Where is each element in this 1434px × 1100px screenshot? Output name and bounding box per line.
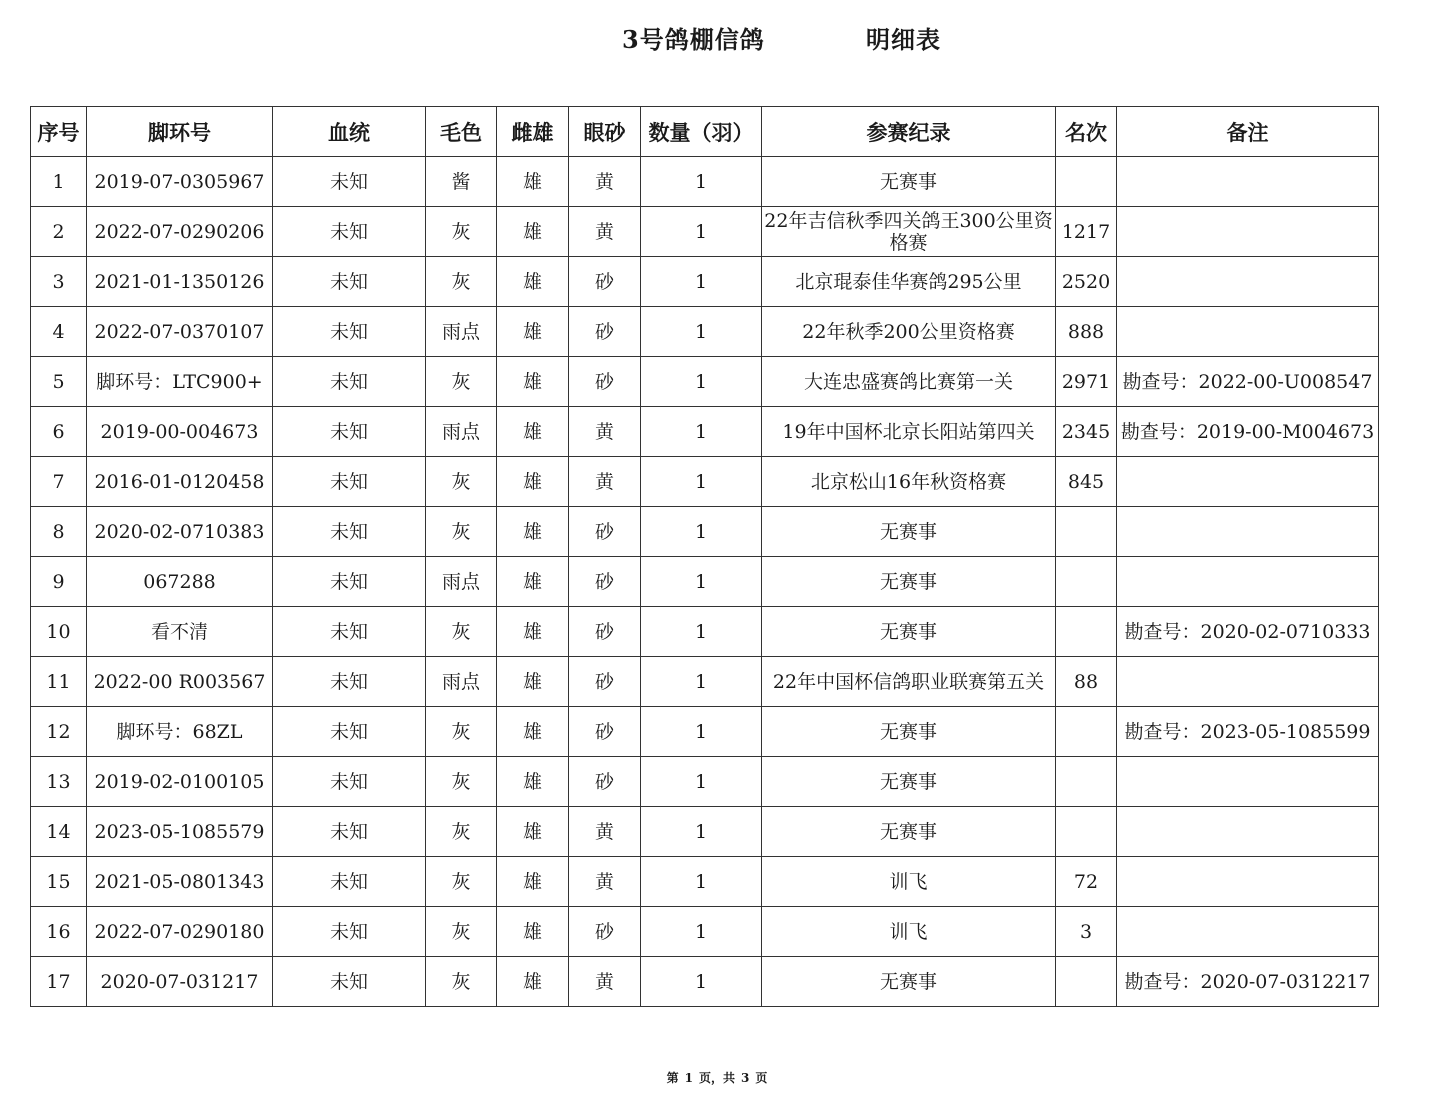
cell-eye: 砂 [569, 357, 641, 407]
table-row [31, 507, 1379, 557]
cell-quantity: 1 [641, 257, 762, 307]
cell-race-record: 22年秋季200公里资格赛 [762, 307, 1056, 357]
cell-quantity: 1 [641, 607, 762, 657]
cell-race-record: 无赛事 [762, 607, 1056, 657]
cell-sex: 雄 [497, 657, 569, 707]
cell-bloodline: 未知 [273, 857, 426, 907]
table-row [31, 157, 1379, 207]
cell-eye: 黄 [569, 407, 641, 457]
cell-quantity: 1 [641, 357, 762, 407]
cell-eye: 黄 [569, 457, 641, 507]
header-index: 序号 [31, 107, 87, 157]
cell-sex: 雄 [497, 507, 569, 557]
cell-eye: 砂 [569, 607, 641, 657]
cell-rank [1056, 557, 1117, 607]
cell-quantity: 1 [641, 857, 762, 907]
cell-bloodline: 未知 [273, 507, 426, 557]
cell-color: 酱 [426, 157, 497, 207]
cell-color: 灰 [426, 857, 497, 907]
cell-index: 6 [31, 407, 87, 457]
cell-index: 4 [31, 307, 87, 357]
cell-quantity: 1 [641, 957, 762, 1007]
cell-color: 灰 [426, 357, 497, 407]
cell-rank: 2971 [1056, 357, 1117, 407]
cell-index: 10 [31, 607, 87, 657]
table-row [31, 257, 1379, 307]
cell-quantity: 1 [641, 507, 762, 557]
cell-color: 灰 [426, 507, 497, 557]
cell-color: 雨点 [426, 307, 497, 357]
table-row [31, 407, 1379, 457]
cell-sex: 雄 [497, 907, 569, 957]
cell-ring-number: 脚环号：LTC900+ [87, 357, 273, 407]
cell-note [1117, 207, 1379, 257]
cell-ring-number: 2016-01-0120458 [87, 457, 273, 507]
title-right: 明细表 [866, 25, 941, 54]
cell-rank: 1217 [1056, 207, 1117, 257]
cell-sex: 雄 [497, 857, 569, 907]
cell-rank: 845 [1056, 457, 1117, 507]
cell-quantity: 1 [641, 907, 762, 957]
header-race-record: 参赛纪录 [762, 107, 1056, 157]
table-row [31, 557, 1379, 607]
cell-rank [1056, 607, 1117, 657]
cell-note: 勘查号：2019-00-M004673 [1117, 407, 1379, 457]
cell-ring-number: 看不清 [87, 607, 273, 657]
cell-quantity: 1 [641, 657, 762, 707]
cell-index: 12 [31, 707, 87, 757]
cell-race-record: 无赛事 [762, 757, 1056, 807]
cell-bloodline: 未知 [273, 457, 426, 507]
document-title [0, 18, 1434, 58]
cell-sex: 雄 [497, 257, 569, 307]
cell-bloodline: 未知 [273, 257, 426, 307]
cell-sex: 雄 [497, 607, 569, 657]
cell-race-record: 22年中国杯信鸽职业联赛第五关 [762, 657, 1056, 707]
cell-quantity: 1 [641, 207, 762, 257]
cell-rank [1056, 707, 1117, 757]
cell-index: 3 [31, 257, 87, 307]
cell-race-record: 北京松山16年秋资格赛 [762, 457, 1056, 507]
cell-eye: 黄 [569, 157, 641, 207]
header-color: 毛色 [426, 107, 497, 157]
cell-bloodline: 未知 [273, 707, 426, 757]
cell-eye: 砂 [569, 757, 641, 807]
cell-ring-number: 2022-07-0290206 [87, 207, 273, 257]
header-note: 备注 [1117, 107, 1379, 157]
cell-sex: 雄 [497, 757, 569, 807]
cell-ring-number: 067288 [87, 557, 273, 607]
cell-sex: 雄 [497, 457, 569, 507]
cell-bloodline: 未知 [273, 157, 426, 207]
cell-note: 勘查号：2022-00-U008547 [1117, 357, 1379, 407]
table-row [31, 857, 1379, 907]
cell-color: 灰 [426, 257, 497, 307]
cell-race-record: 训飞 [762, 857, 1056, 907]
cell-note [1117, 557, 1379, 607]
cell-quantity: 1 [641, 407, 762, 457]
cell-index: 2 [31, 207, 87, 257]
cell-eye: 砂 [569, 507, 641, 557]
cell-sex: 雄 [497, 157, 569, 207]
cell-color: 灰 [426, 707, 497, 757]
cell-race-record: 无赛事 [762, 957, 1056, 1007]
cell-rank [1056, 157, 1117, 207]
cell-color: 灰 [426, 907, 497, 957]
cell-quantity: 1 [641, 557, 762, 607]
cell-bloodline: 未知 [273, 207, 426, 257]
header-ring-number: 脚环号 [87, 107, 273, 157]
cell-bloodline: 未知 [273, 807, 426, 857]
cell-note: 勘查号：2020-07-0312217 [1117, 957, 1379, 1007]
cell-sex: 雄 [497, 357, 569, 407]
cell-index: 8 [31, 507, 87, 557]
cell-race-record: 大连忠盛赛鸽比赛第一关 [762, 357, 1056, 407]
cell-color: 灰 [426, 757, 497, 807]
cell-index: 13 [31, 757, 87, 807]
cell-color: 雨点 [426, 557, 497, 607]
cell-quantity: 1 [641, 757, 762, 807]
page-footer [0, 1069, 1434, 1086]
cell-eye: 黄 [569, 957, 641, 1007]
cell-ring-number: 2019-07-0305967 [87, 157, 273, 207]
cell-note [1117, 157, 1379, 207]
cell-eye: 黄 [569, 207, 641, 257]
footer-prefix: 第 [666, 1071, 679, 1085]
cell-sex: 雄 [497, 957, 569, 1007]
header-bloodline: 血统 [273, 107, 426, 157]
cell-color: 灰 [426, 807, 497, 857]
table-row [31, 457, 1379, 507]
footer-suffix: 页 [755, 1071, 768, 1085]
cell-race-record: 无赛事 [762, 507, 1056, 557]
cell-index: 16 [31, 907, 87, 957]
cell-note: 勘查号：2020-02-0710333 [1117, 607, 1379, 657]
cell-quantity: 1 [641, 807, 762, 857]
cell-index: 15 [31, 857, 87, 907]
cell-rank [1056, 507, 1117, 557]
cell-rank: 88 [1056, 657, 1117, 707]
cell-ring-number: 2022-07-0290180 [87, 907, 273, 957]
cell-color: 雨点 [426, 407, 497, 457]
header-rank: 名次 [1056, 107, 1117, 157]
table-row [31, 707, 1379, 757]
cell-race-record: 22年吉信秋季四关鸽王300公里资格赛 [762, 207, 1056, 257]
table-row [31, 907, 1379, 957]
table-row [31, 807, 1379, 857]
cell-quantity: 1 [641, 457, 762, 507]
cell-eye: 砂 [569, 907, 641, 957]
cell-index: 14 [31, 807, 87, 857]
cell-sex: 雄 [497, 557, 569, 607]
cell-index: 9 [31, 557, 87, 607]
cell-race-record: 无赛事 [762, 557, 1056, 607]
cell-note [1117, 757, 1379, 807]
cell-ring-number: 2023-05-1085579 [87, 807, 273, 857]
cell-rank [1056, 807, 1117, 857]
table-row [31, 757, 1379, 807]
table-row [31, 657, 1379, 707]
header-sex: 雌雄 [497, 107, 569, 157]
cell-quantity: 1 [641, 307, 762, 357]
cell-index: 7 [31, 457, 87, 507]
cell-ring-number: 2020-07-031217 [87, 957, 273, 1007]
cell-eye: 砂 [569, 307, 641, 357]
cell-rank [1056, 957, 1117, 1007]
cell-bloodline: 未知 [273, 907, 426, 957]
cell-note [1117, 257, 1379, 307]
header-eye: 眼砂 [569, 107, 641, 157]
cell-eye: 砂 [569, 257, 641, 307]
cell-bloodline: 未知 [273, 757, 426, 807]
cell-note [1117, 507, 1379, 557]
header-quantity: 数量（羽） [641, 107, 762, 157]
cell-rank: 2520 [1056, 257, 1117, 307]
cell-rank: 2345 [1056, 407, 1117, 457]
cell-rank [1056, 757, 1117, 807]
cell-bloodline: 未知 [273, 407, 426, 457]
cell-color: 灰 [426, 607, 497, 657]
cell-note [1117, 457, 1379, 507]
cell-color: 灰 [426, 957, 497, 1007]
table-row [31, 357, 1379, 407]
pigeon-detail-table [30, 106, 1379, 1007]
cell-bloodline: 未知 [273, 607, 426, 657]
cell-race-record: 无赛事 [762, 157, 1056, 207]
cell-bloodline: 未知 [273, 307, 426, 357]
cell-ring-number: 2019-02-0100105 [87, 757, 273, 807]
cell-eye: 黄 [569, 857, 641, 907]
cell-color: 灰 [426, 207, 497, 257]
cell-race-record: 北京琨泰佳华赛鸽295公里 [762, 257, 1056, 307]
cell-ring-number: 2022-00 R003567 [87, 657, 273, 707]
cell-index: 11 [31, 657, 87, 707]
cell-bloodline: 未知 [273, 357, 426, 407]
cell-race-record: 无赛事 [762, 807, 1056, 857]
footer-page: 1 [684, 1071, 693, 1085]
cell-rank: 72 [1056, 857, 1117, 907]
title-left: 3号鸽棚信鸽 [622, 25, 765, 54]
cell-color: 雨点 [426, 657, 497, 707]
table-header-row [31, 107, 1379, 157]
cell-ring-number: 2022-07-0370107 [87, 307, 273, 357]
cell-quantity: 1 [641, 707, 762, 757]
cell-note [1117, 857, 1379, 907]
cell-index: 1 [31, 157, 87, 207]
cell-bloodline: 未知 [273, 957, 426, 1007]
footer-total: 3 [741, 1071, 750, 1085]
cell-eye: 黄 [569, 807, 641, 857]
cell-ring-number: 2020-02-0710383 [87, 507, 273, 557]
cell-sex: 雄 [497, 707, 569, 757]
table-row [31, 607, 1379, 657]
cell-bloodline: 未知 [273, 557, 426, 607]
cell-sex: 雄 [497, 207, 569, 257]
table-row [31, 207, 1379, 257]
cell-ring-number: 2021-01-1350126 [87, 257, 273, 307]
cell-race-record: 无赛事 [762, 707, 1056, 757]
cell-note [1117, 657, 1379, 707]
cell-note [1117, 307, 1379, 357]
cell-color: 灰 [426, 457, 497, 507]
cell-quantity: 1 [641, 157, 762, 207]
cell-bloodline: 未知 [273, 657, 426, 707]
cell-rank: 3 [1056, 907, 1117, 957]
cell-ring-number: 脚环号：68ZL [87, 707, 273, 757]
cell-ring-number: 2019-00-004673 [87, 407, 273, 457]
cell-race-record: 训飞 [762, 907, 1056, 957]
cell-rank: 888 [1056, 307, 1117, 357]
cell-eye: 砂 [569, 657, 641, 707]
table-row [31, 307, 1379, 357]
table-row [31, 957, 1379, 1007]
cell-race-record: 19年中国杯北京长阳站第四关 [762, 407, 1056, 457]
cell-sex: 雄 [497, 407, 569, 457]
cell-note: 勘查号：2023-05-1085599 [1117, 707, 1379, 757]
cell-ring-number: 2021-05-0801343 [87, 857, 273, 907]
cell-note [1117, 807, 1379, 857]
cell-index: 5 [31, 357, 87, 407]
cell-note [1117, 907, 1379, 957]
cell-eye: 砂 [569, 707, 641, 757]
footer-middle: 页，共 [698, 1071, 735, 1085]
cell-sex: 雄 [497, 307, 569, 357]
cell-eye: 砂 [569, 557, 641, 607]
cell-sex: 雄 [497, 807, 569, 857]
cell-index: 17 [31, 957, 87, 1007]
